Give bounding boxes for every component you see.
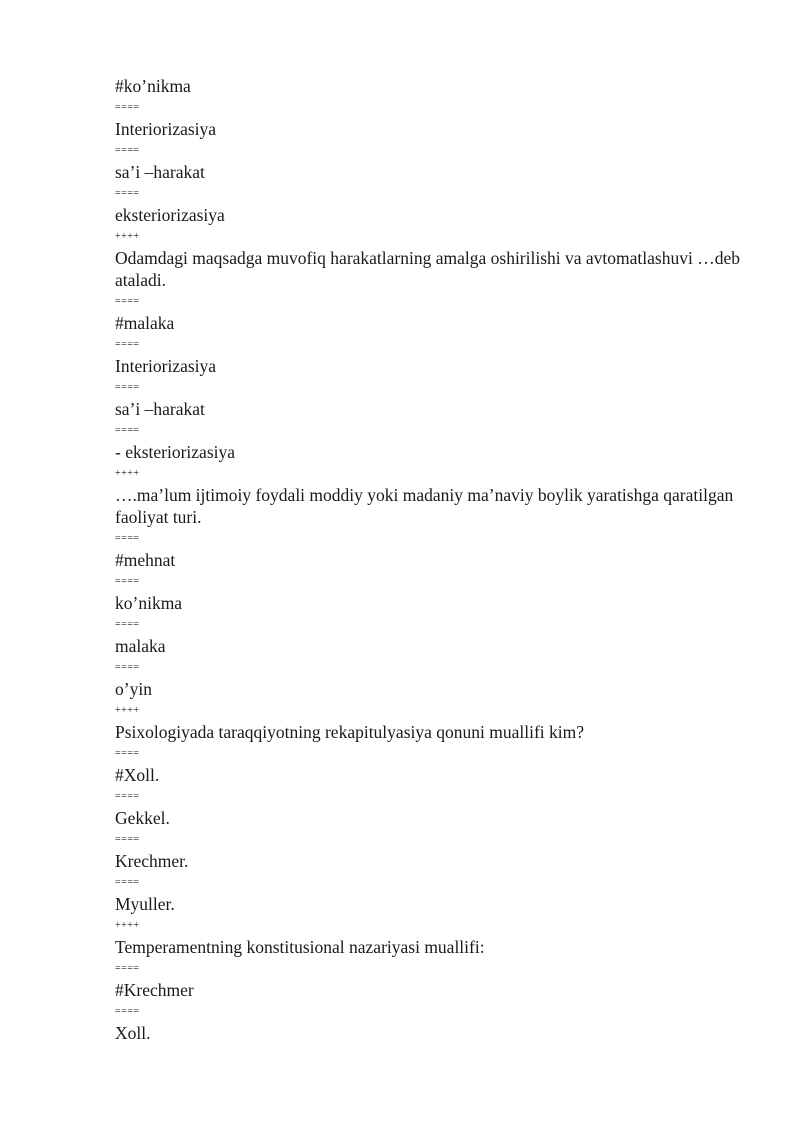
option-separator: ==== <box>115 877 140 888</box>
option-separator: ==== <box>115 102 140 113</box>
question-separator: ++++ <box>115 920 140 931</box>
text-line: Myuller. <box>115 894 175 914</box>
text-line: Krechmer. <box>115 851 189 871</box>
text-line: ….ma’lum ijtimoiy foydali moddiy yoki madaniy ma’naviy boylik yaratishga qaratilgan faoliyat turi. <box>115 485 734 527</box>
text-line: #mehnat <box>115 550 176 570</box>
option-separator: ==== <box>115 662 140 673</box>
text-line: Psixologiyada taraqqiyotning rekapitulyasiya qonuni muallifi kim? <box>115 722 585 742</box>
option-separator: ==== <box>115 619 140 630</box>
text-line: #malaka <box>115 313 175 333</box>
text-line: sa’i –harakat <box>115 399 205 419</box>
text-line: Temperamentning konstitusional nazariyasi muallifi: <box>115 937 485 957</box>
text-line: sa’i –harakat <box>115 162 205 182</box>
option-separator: ==== <box>115 533 140 544</box>
text-line: eksteriorizasiya <box>115 205 225 225</box>
text-line: Xoll. <box>115 1023 151 1043</box>
option-separator: ==== <box>115 188 140 199</box>
text-line: Interiorizasiya <box>115 119 217 139</box>
text-line: o’yin <box>115 679 152 699</box>
option-separator: ==== <box>115 296 140 307</box>
question-separator: ++++ <box>115 705 140 716</box>
question-separator: ++++ <box>115 468 140 479</box>
document-body <box>115 75 755 1044</box>
text-line: malaka <box>115 636 166 656</box>
text-line: - eksteriorizasiya <box>115 442 236 462</box>
text-line: #Krechmer <box>115 980 194 1000</box>
option-separator: ==== <box>115 1006 140 1017</box>
option-separator: ==== <box>115 748 140 759</box>
question-separator: ++++ <box>115 231 140 242</box>
option-separator: ==== <box>115 963 140 974</box>
option-separator: ==== <box>115 145 140 156</box>
text-line: #ko’nikma <box>115 76 191 96</box>
option-separator: ==== <box>115 576 140 587</box>
option-separator: ==== <box>115 382 140 393</box>
option-separator: ==== <box>115 339 140 350</box>
text-line: Odamdagi maqsadga muvofiq harakatlarning amalga oshirilishi va avtomatlashuvi …deb ataladi. <box>115 248 740 290</box>
option-separator: ==== <box>115 834 140 845</box>
text-line: #Xoll. <box>115 765 160 785</box>
text-line: Gekkel. <box>115 808 170 828</box>
option-separator: ==== <box>115 791 140 802</box>
option-separator: ==== <box>115 425 140 436</box>
text-line: ko’nikma <box>115 593 183 613</box>
text-line: Interiorizasiya <box>115 356 217 376</box>
